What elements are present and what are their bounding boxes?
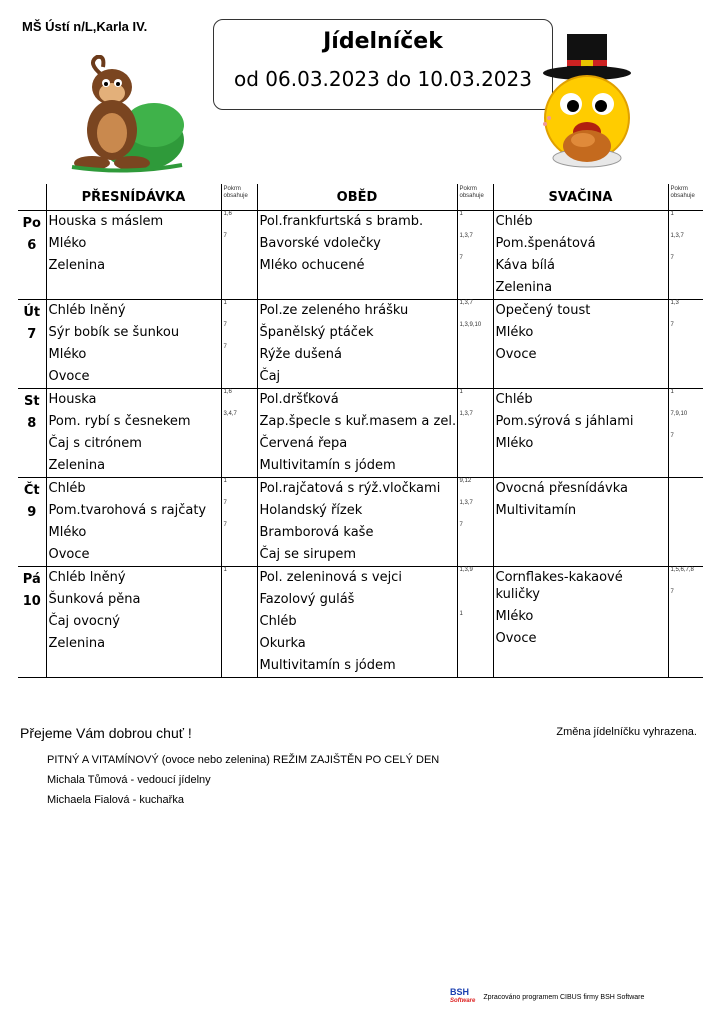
allergen-codes: 1 [670, 211, 674, 217]
menu-item: Pol. zeleninová s vejci [259, 570, 402, 585]
menu-item: Holandský řízek [259, 503, 363, 518]
menu-item: Ovoce [48, 547, 90, 562]
allergen-codes: 3,4,7 [223, 411, 237, 417]
day-abbr: Čt [23, 483, 40, 498]
allergen-codes: 7 [459, 522, 463, 528]
page-title: Jídelníček [323, 29, 443, 54]
allergen-codes: 7 [223, 344, 227, 350]
allergen-codes: 1,3,9 [459, 567, 473, 573]
allergen-header: Pokrm obsahuje [221, 184, 257, 211]
snack-allergens [668, 300, 703, 389]
menu-item: Chléb [495, 214, 533, 229]
menu-item: Španělský ptáček [259, 325, 374, 340]
allergen-codes: 7,9,10 [670, 411, 688, 417]
snack-allergens [668, 389, 703, 478]
menu-item: Houska s máslem [48, 214, 164, 229]
menu-header-row [18, 184, 703, 211]
allergen-codes [222, 366, 257, 388]
pilgrim-smiley-illustration [527, 30, 645, 178]
allergen-codes [458, 433, 493, 455]
day-label [18, 300, 46, 389]
menu-item: Čaj se sirupem [259, 547, 357, 562]
footer-text: Zpracováno programem CIBUS firmy BSH Software [483, 993, 645, 1001]
breakfast-allergens [221, 211, 257, 300]
day-abbr: Pá [22, 572, 41, 587]
day-label [18, 478, 46, 567]
menu-item: Chléb lněný [48, 570, 126, 585]
day-abbr: St [23, 394, 40, 409]
allergen-header: Pokrm obsahuje [668, 184, 703, 211]
allergen-codes: 9,12 [459, 478, 472, 484]
menu-item: Mléko [48, 236, 87, 251]
menu-item: Červená řepa [259, 436, 348, 451]
menu-item: Pol.frankfurtská s bramb. [259, 214, 424, 229]
menu-item: Houska [48, 392, 97, 407]
menu-item: Pol.rajčatová s rýž.vločkami [259, 481, 441, 496]
allergen-codes [458, 655, 493, 677]
menu-item: Mléko [495, 325, 534, 340]
menu-item: Ovocná přesnídávka [495, 481, 628, 496]
allergen-codes [669, 344, 704, 366]
menu-item: Multivitamín [495, 503, 577, 518]
breakfast-items [46, 389, 221, 478]
allergen-codes [458, 544, 493, 566]
allergen-codes: 1 [223, 478, 227, 484]
day-number: 7 [27, 327, 37, 342]
day-label [18, 567, 46, 678]
lunch-items [257, 300, 457, 389]
allergen-codes: 7 [670, 255, 674, 261]
menu-item: Chléb [495, 392, 533, 407]
allergen-codes: 1 [670, 389, 674, 395]
day-label [18, 211, 46, 300]
day-abbr: Po [22, 216, 41, 231]
allergen-codes [222, 633, 257, 655]
menu-item: Bavorské vdolečky [259, 236, 381, 251]
breakfast-items [46, 478, 221, 567]
day-row [18, 211, 703, 300]
menu-item: Mléko [48, 525, 87, 540]
allergen-codes: 1,3 [670, 300, 679, 306]
snack-items [493, 478, 668, 567]
allergen-codes [222, 589, 257, 611]
allergen-codes: 7 [223, 500, 227, 506]
allergen-codes: 7 [670, 433, 674, 439]
menu-item: Zap.špecle s kuř.masem a zel. [259, 414, 457, 429]
allergen-codes: 7 [670, 589, 674, 595]
menu-item: Pom.tvarohová s rajčaty [48, 503, 207, 518]
menu-item: Pom.sýrová s jáhlami [495, 414, 634, 429]
menu-item: Chléb [48, 481, 86, 496]
breakfast-allergens [221, 478, 257, 567]
snack-allergens [668, 478, 703, 567]
allergen-codes [222, 455, 257, 477]
allergen-codes [458, 344, 493, 366]
day-row [18, 389, 703, 478]
column-header-lunch: OBĚD [257, 184, 457, 211]
lunch-allergens [457, 389, 493, 478]
menu-item: Pol.ze zeleného hrášku [259, 303, 409, 318]
menu-item: Čaj s citrónem [48, 436, 142, 451]
allergen-codes: 1,3,7 [459, 233, 473, 239]
snack-allergens [668, 211, 703, 300]
day-label [18, 389, 46, 478]
day-number: 6 [27, 238, 37, 253]
menu-item: Káva bílá [495, 258, 555, 273]
menu-item: Ovoce [495, 347, 537, 362]
allergen-codes: 1 [223, 567, 227, 573]
bsh-logo [450, 988, 475, 1006]
day-row [18, 567, 703, 678]
menu-item: Čaj ovocný [48, 614, 120, 629]
lunch-items [257, 389, 457, 478]
allergen-codes: 1 [223, 300, 227, 306]
menu-item: Chléb lněný [48, 303, 126, 318]
snack-items [493, 567, 668, 678]
column-header-breakfast: PŘESNÍDÁVKA [46, 184, 221, 211]
menu-item: Bramborová kaše [259, 525, 374, 540]
allergen-codes: 1,3,7 [459, 500, 473, 506]
allergen-codes: 7 [223, 233, 227, 239]
allergen-codes [669, 277, 704, 299]
lunch-items [257, 478, 457, 567]
menu-item: Pol.dršťková [259, 392, 339, 407]
allergen-codes [458, 366, 493, 388]
menu-item: Zelenina [48, 636, 106, 651]
menu-item: Rýže dušená [259, 347, 342, 362]
menu-item: Zelenina [48, 458, 106, 473]
day-row [18, 300, 703, 389]
menu-item: Ovoce [48, 369, 90, 384]
snack-allergens [668, 567, 703, 678]
canteen-manager: Michala Tůmová - vedoucí jídelny [47, 774, 211, 786]
lunch-items [257, 567, 457, 678]
allergen-codes: 7 [459, 255, 463, 261]
allergen-codes [458, 589, 493, 611]
day-number: 8 [27, 416, 37, 431]
allergen-codes: 1,3,9,10 [459, 322, 482, 328]
allergen-codes: 1,3,7 [670, 233, 684, 239]
lunch-items [257, 211, 457, 300]
allergen-codes [669, 478, 704, 500]
cook-name: Michaela Fialová - kuchařka [47, 794, 184, 806]
menu-item: Opečený toust [495, 303, 591, 318]
bsh-logo-sub: Software [450, 998, 476, 1004]
footer [450, 988, 644, 1006]
lunch-allergens [457, 478, 493, 567]
menu-item: Šunková pěna [48, 592, 141, 607]
allergen-codes [222, 433, 257, 455]
allergen-header: Pokrm obsahuje [457, 184, 493, 211]
menu-item: Cornflakes-kakaové kuličky [495, 570, 623, 602]
day-row [18, 478, 703, 567]
allergen-codes: 7 [223, 322, 227, 328]
breakfast-allergens [221, 389, 257, 478]
menu-item: Ovoce [495, 631, 537, 646]
menu-item: Pom. rybí s česnekem [48, 414, 191, 429]
allergen-codes [458, 455, 493, 477]
breakfast-allergens [221, 567, 257, 678]
menu-item: Zelenina [495, 280, 553, 295]
breakfast-items [46, 211, 221, 300]
allergen-codes: 1,6 [223, 211, 232, 217]
allergen-codes: 1,3,7 [459, 411, 473, 417]
school-name: MŠ Ústí n/L,Karla IV. [22, 19, 148, 34]
menu-item: Mléko [495, 436, 534, 451]
allergen-codes [669, 611, 704, 633]
allergen-codes [222, 255, 257, 277]
breakfast-items [46, 300, 221, 389]
bsh-logo-text: BSH [450, 987, 470, 997]
allergen-codes [669, 500, 704, 522]
menu-item: Mléko ochucené [259, 258, 365, 273]
menu-item: Mléko [495, 609, 534, 624]
allergen-codes [222, 611, 257, 633]
title-box [213, 19, 553, 110]
table-bottom [18, 678, 703, 679]
menu-table [18, 184, 703, 678]
menu-item: Sýr bobík se šunkou [48, 325, 180, 340]
allergen-codes: 1 [459, 611, 463, 617]
allergen-codes: 1,3,7 [459, 300, 473, 306]
allergen-codes: 7 [670, 322, 674, 328]
menu-item: Multivitamín s jódem [259, 458, 396, 473]
day-abbr: Út [23, 305, 41, 320]
menu-item: Chléb [259, 614, 297, 629]
menu-item: Multivitamín s jódem [259, 658, 396, 673]
snack-items [493, 300, 668, 389]
allergen-codes: 7 [223, 522, 227, 528]
menu-item: Fazolový guláš [259, 592, 355, 607]
allergen-codes: 1,6 [223, 389, 232, 395]
allergen-codes: 1,5,6,7,8 [670, 567, 694, 573]
lunch-allergens [457, 211, 493, 300]
monkey-illustration [62, 55, 187, 175]
menu-item: Čaj [259, 369, 281, 384]
lunch-allergens [457, 300, 493, 389]
snack-items [493, 389, 668, 478]
change-note: Změna jídelníčku vyhrazena. [556, 726, 697, 738]
breakfast-items [46, 567, 221, 678]
date-range: od 06.03.2023 do 10.03.2023 [234, 67, 532, 91]
breakfast-allergens [221, 300, 257, 389]
menu-item: Zelenina [48, 258, 106, 273]
day-number: 10 [22, 594, 41, 609]
wish-text: Přejeme Vám dobrou chuť ! [20, 725, 192, 741]
lunch-allergens [457, 567, 493, 678]
allergen-codes: 1 [459, 389, 463, 395]
allergen-codes: 1 [459, 211, 463, 217]
allergen-codes [222, 544, 257, 566]
column-header-snack: SVAČINA [493, 184, 668, 211]
allergen-codes [458, 633, 493, 655]
menu-item: Mléko [48, 347, 87, 362]
menu-item: Okurka [259, 636, 306, 651]
snack-items [493, 211, 668, 300]
menu-item: Pom.špenátová [495, 236, 596, 251]
drinking-regime-note: PITNÝ A VITAMÍNOVÝ (ovoce nebo zelenina) REŽIM ZAJIŠTĚN PO CELÝ DEN [47, 754, 440, 766]
day-number: 9 [27, 505, 37, 520]
